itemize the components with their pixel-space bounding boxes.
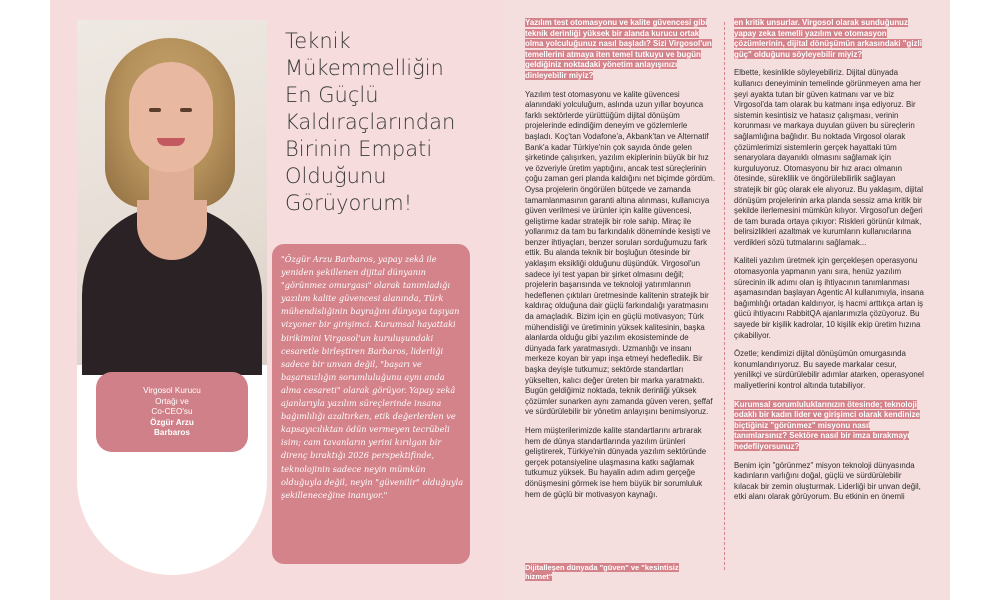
article-column-1 (525, 18, 715, 508)
column-1-footer (525, 563, 705, 581)
caption-name-2: Barbaros (154, 428, 190, 437)
question-2-end: en kritik unsurlar. Virgosol olarak sunduğunuz yapay zeka temelli yazılım ve otomasyon çözümlerinin, dijital dönüşümün arkasındaki "gizli güç" olduğunu söyleyebilir miyiz? (734, 18, 922, 59)
answer-2-para-2: Kaliteli yazılım üretmek için gerçekleşen operasyonu otomasyonla yapmanın yanı sıra, henüz yazılım sürecinin ilk adımı olan iş ihtiyacının tanımlanması aşamasından başlayan Agentic AI kullanımıyla, insana bağımlılığı ortadan kaldırıyor, iş hacmi arttıkça artan iş gücü ihtiyacını RabbitQA ajanlarımızla çözüyoruz. Bu sayede bir kişilik kadrolar, 10 kişilik ekip üretim hızına çıkabiliyor. (734, 256, 924, 340)
caption-role-1: Virgosol Kurucu (143, 386, 201, 395)
portrait-photo (77, 20, 267, 365)
answer-2-para-3: Özetle; kendimizi dijital dönüşümün omurgasında konumlandırıyoruz. Bu sayede markalar cesur, yenilikçi ve sürdürülebilir adımlar atarken, operasyonel maliyetlerini kontrol altında tutabiliyor. (734, 349, 924, 390)
title-line: Teknik (285, 29, 351, 53)
caption-role-2: Ortağı ve (155, 396, 189, 406)
portrait-face (129, 62, 213, 172)
column-divider (724, 22, 725, 570)
title-line: Görüyorum! (285, 191, 413, 215)
answer-3-para-1: Benim için "görünmez" misyon teknoloji dünyasında kadınların varlığını doğal, güçlü ve sürdürülebilir kılacak bir zemin oluşturmak. Liderliği bir unvan değil, etki alanı olarak görüyorum. Bu etkinin en önemli (734, 460, 921, 502)
answer-1-para-2: Hem müşterilerimizde kalite standartlarını artırarak hem de dünya standartlarında yazılım ürünleri geliştirerek, Türkiye'nin dünyada yazılım sektöründe gerçek potansiyeline ulaşmasına katkı sağlamak tutkumuz yüksek. Bu hayalin adım adım gerçeğe dönüşmesini görmek ise hem büyük bir sorumluluk hem de güçlü bir motivasyon kaynağı. (525, 425, 707, 499)
question-3: Kurumsal sorumluluklarınızın ötesinde; teknoloji odaklı bir kadın lider ve girişimci olarak kendinize biçtiğiniz "görünmez" misyonu nasıl tanımlarsınız? Sektöre nasıl bir imza bırakmayı hedefliyorsunuz? (734, 399, 920, 451)
title-line: Mükemmelliğin (285, 56, 444, 80)
caption-role-3: Co-CEO'su (151, 407, 193, 416)
article-column-2 (734, 18, 924, 511)
portrait-eye-right (180, 108, 192, 112)
profile-card (77, 20, 267, 575)
caption-name-1: Özgür Arzu (150, 417, 194, 427)
answer-1-para-1: Yazılım test otomasyonu ve kalite güvencesi alanındaki yolculuğum, aslında uzun yıllar boyunca farklı sektörlerde yürüttüğüm dijital dönüşüm projelerinde edindiğim deneyim ve gözlemlerle başladı. Koç'tan Vodafone'a, Akbank'tan ve Alternatif Bank'a kadar Türkiye'nin çok sayıda önde gelen şirketinde çalışırken, yazılım ekiplerinin büyük bir hız ve özveriyle üretim yaptığını, ancak test süreçlerinin çoğu zaman geri planda kaldığını net biçimde gördüm. Oysa projelerin öngörülen bütçede ve zamanda tamamlanmasının garanti altına alınması, kullanıcıya güven verilmesi ve ürünler için kalite güvencesi, geliştirme kadar stratejik bir role sahip. Miraç ile yollarımız da tam bu farkındalık döneminde kesişti ve benzer ihtiyaçları, benzer soruları sorduğumuzu fark ettik. Bu alanda teknik bir boşluğun ötesinde bir yaklaşım eksikliği olduğunu düşündük. Virgosol'un sadece iyi test yapan bir şirket olmasını değil; projelerin başarısında ve teknoloji yatırımlarının hedeflenen çıktıları üretmesinde kalitenin stratejik bir kaldıraç olduğuna dair güçlü farkındalığı yaratmasını da amaçladık. Bizim için en güçlü motivasyon; Türk mühendisliği ve üretiminin yüksek kalitesinin, başka alanlarda olduğu gibi yazılım ekosisteminde de dünyada fark yaratmasıydı. Uzmanlığı ve insanı merkeze koyan bir yapı inşa etmeyi hedeflediik. Bir başka deyişle tutkumuz; sektörde standartları yükselten, kalıcı değer üreten bir marka yaratmaktı. Bugün geldiğimiz noktada, teknik derinliği yüksek çözümler sunarken aynı zamanda güven veren, şeffaf ve sürdürülebilir bir yönetim anlayışını benimsiyoruz. (525, 89, 715, 417)
article-title (285, 28, 495, 217)
title-line: En Güçlü (285, 83, 379, 107)
question-1: Yazılım test otomasyonu ve kalite güvencesi gibi teknik derinliği yüksek bir alanda kurucu ortak olma yolculuğunuz nasıl başladı? Sizi Virgosol'un temellerini atmaya iten temel tutkuyu ve bugün geldiğiniz noktadaki yönetim anlayışınızı dinleyebilir miyiz? (525, 18, 712, 80)
portrait-eye-left (149, 108, 161, 112)
question-2-start: Dijitalleşen dünyada "güven" ve "kesintisiz hizmet" (525, 563, 679, 581)
caption (96, 386, 248, 439)
title-line: Kaldıraçlarından (285, 110, 456, 134)
answer-2-para-1: Elbette, kesinlikle söyleyebiliriz. Dijital dünyada kullanıcı deneyiminin temelinde görünmeyen ama her şeyi ayakta tutan bir güven katmanı var ve biz Virgosol'da tam olarak bu katmanı inşa ediyoruz. Bir sistemin kesintisiz ve hatasız çalışması, verinin korunması ve markaya duyulan güven bu süreçlerin sağlamlığına bağlıdır. Bu noktada Virgosol olarak çözümlerimizi sistemlerin gerçek hayattaki tüm senaryolara dayanıklı olmasını sağlamak için kurguluyoruz. Otomasyonu bir hız aracı olmanın ötesinde, süreklilik ve öngörülebilirlik sağlayan stratejik bir güç olarak ele alıyoruz. Bu yaklaşım, dijital dönüşüm projelerinin arka planda sessiz ama kritik bir şekilde ilerlemesini mümkün kılıyor. Virgosol'un değeri de tam burada ortaya çıkıyor: Riskleri görünür kılmak, belirsizlikleri azaltmak ve kurumların kullanıcılarına verdikleri sözü tutmalarını sağlamak... (734, 68, 924, 247)
title-line: Birinin Empati (285, 137, 433, 161)
title-line: Olduğunu (285, 164, 387, 188)
pull-quote: "Özgür Arzu Barbaros, yapay zekâ ile yeniden şekillenen dijital dünyanın "görünmez omurgası" olarak tanımladığı yazılım kalite güvencesi alanında, Türk mühendisliğinin bayrağını dünyaya taşıyan vizyoner bir girişimci. Kurumsal hayattaki birikimini Virgosol'un kuruluşundaki cesaretle birleştiren Barbaros, liderliği sadece bir unvan değil, "başarı ve başarısızlığın sorumluluğunu aynı anda alma cesareti" olarak görüyor. Yapay zekâ ajanlarıyla yazılım süreçlerinde insana bağımlılığı azaltırken, etik değerlerden ve kapsayıcılıktan ödün vermeyen tecrübeli isim; cam tavanların yerini kırılgan bir direnç bıraktığı 2026 perspektifinde, teknolojinin sadece neyin mümkün olduğuyla değil, neyin "güvenilir" olduğuyla şekilleneceğine inanıyor." (281, 254, 464, 500)
portrait-smile (157, 138, 185, 146)
